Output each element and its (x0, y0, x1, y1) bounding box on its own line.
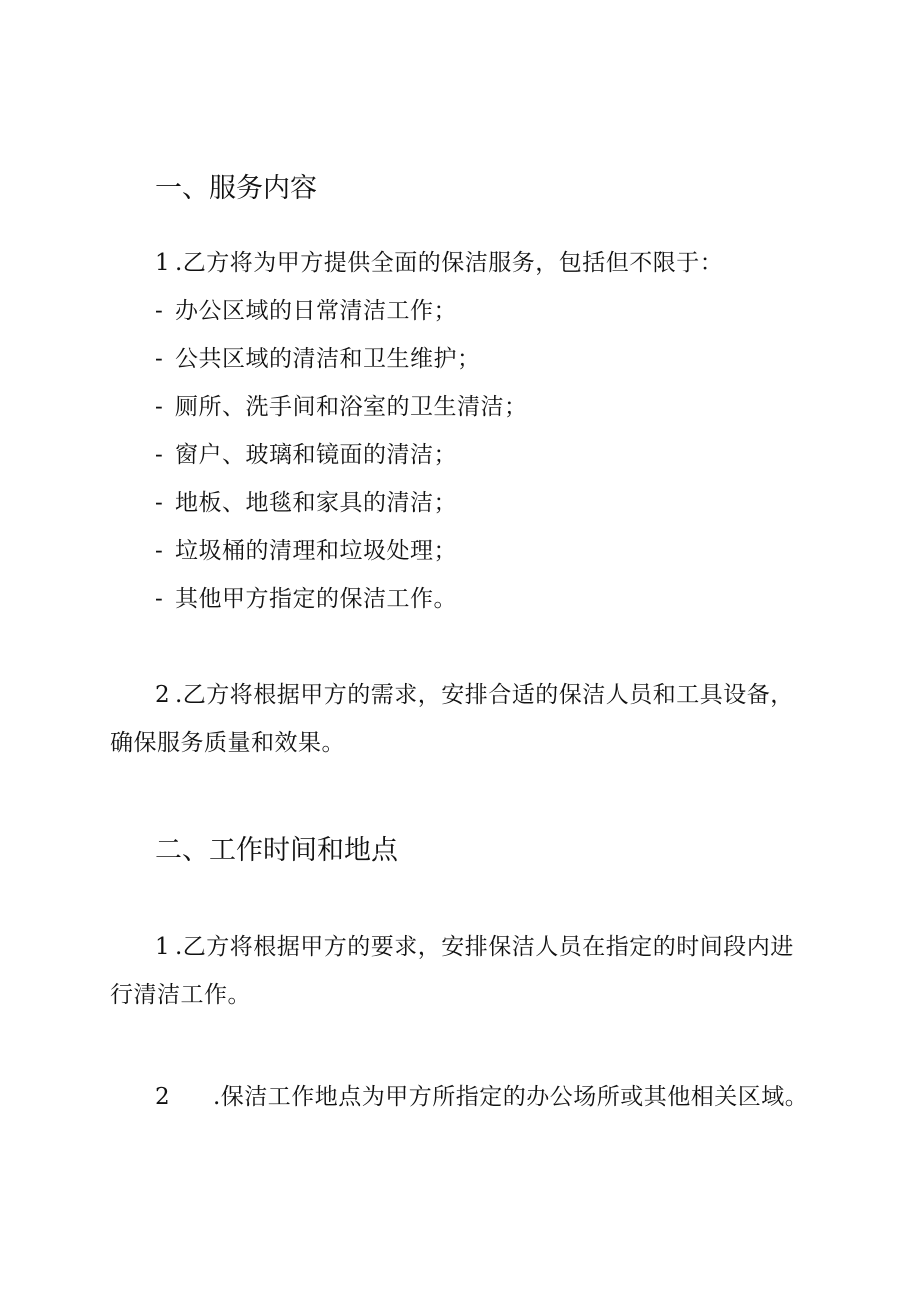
item-text-continuation: 行清洁工作。 (110, 982, 251, 1008)
bullet-text: 办公区域的日常清洁工作； (175, 298, 457, 324)
item-text: .乙方将根据甲方的要求，安排保洁人员在指定的时间段内进 (175, 934, 794, 960)
item-text: .乙方将根据甲方的需求，安排合适的保洁人员和工具设备， (175, 682, 794, 708)
bullet-text: 其他甲方指定的保洁工作。 (175, 586, 457, 612)
item-text-continuation: 确保服务质量和效果。 (110, 730, 345, 756)
bullet-dash: - (155, 490, 164, 516)
list-item-continuation (110, 980, 251, 1010)
list-item (155, 932, 794, 962)
item-number: 2 (155, 1084, 171, 1110)
bullet-item (155, 344, 481, 374)
list-item (155, 1082, 808, 1112)
bullet-item (155, 296, 457, 326)
item-number: 1 (155, 250, 171, 276)
bullet-dash: - (155, 442, 164, 468)
list-item (155, 248, 723, 278)
bullet-text: 厕所、洗手间和浴室的卫生清洁； (175, 394, 528, 420)
bullet-item (155, 584, 457, 614)
bullet-dash: - (155, 298, 164, 324)
list-item (155, 680, 794, 710)
bullet-item (155, 392, 528, 422)
section-heading-time-and-place: 二、工作时间和地点 (155, 835, 398, 866)
bullet-item (155, 536, 457, 566)
bullet-text: 公共区域的清洁和卫生维护； (175, 346, 481, 372)
bullet-item (155, 440, 457, 470)
bullet-dash: - (155, 586, 164, 612)
bullet-dash: - (155, 538, 164, 564)
bullet-text: 地板、地毯和家具的清洁； (175, 490, 457, 516)
bullet-text: 窗户、玻璃和镜面的清洁； (175, 442, 457, 468)
bullet-text: 垃圾桶的清理和垃圾处理； (175, 538, 457, 564)
item-number: 1 (155, 934, 171, 960)
bullet-item (155, 488, 457, 518)
item-text: .保洁工作地点为甲方所指定的办公场所或其他相关区域。 (213, 1084, 809, 1110)
bullet-dash: - (155, 394, 164, 420)
bullet-dash: - (155, 346, 164, 372)
item-text: .乙方将为甲方提供全面的保洁服务，包括但不限于： (175, 250, 724, 276)
section-heading-service-content: 一、服务内容 (155, 173, 317, 204)
item-number: 2 (155, 682, 171, 708)
list-item-continuation (110, 728, 345, 758)
